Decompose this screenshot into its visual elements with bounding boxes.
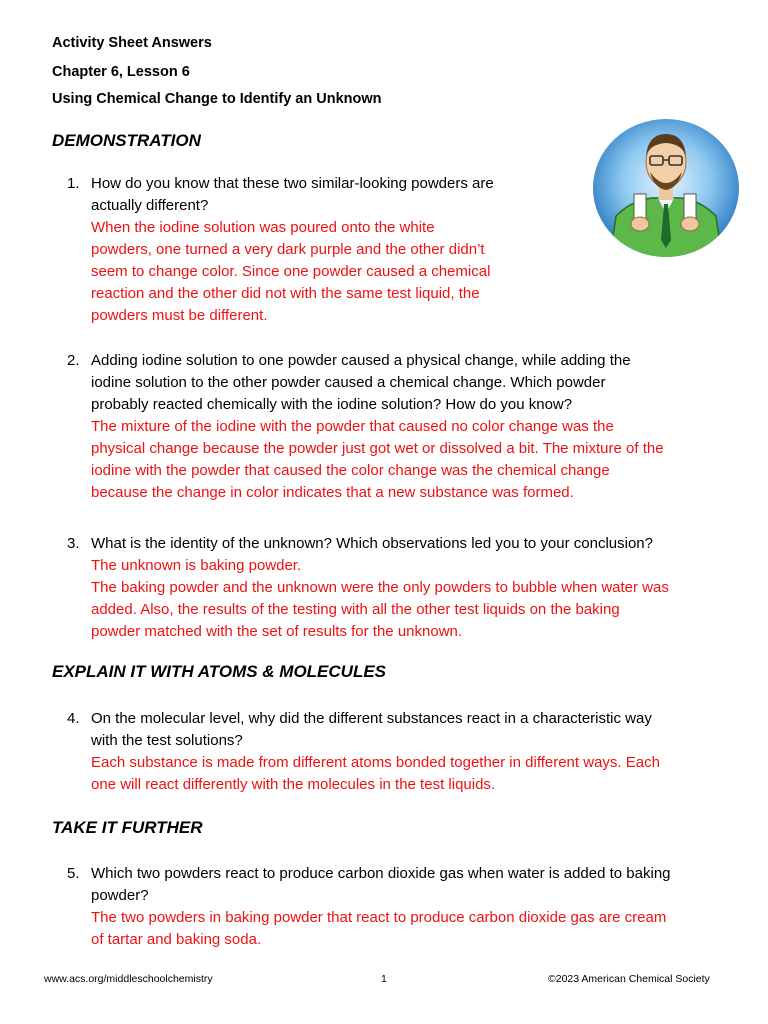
question-1	[67, 173, 494, 327]
scientist-holding-cups-icon	[592, 118, 740, 258]
section-further: TAKE IT FURTHER	[52, 818, 203, 837]
question-5	[67, 863, 671, 951]
question-text: actually different?	[91, 197, 209, 214]
answer-text: seem to change color. Since one powder caused a chemical	[91, 263, 491, 280]
answer-text: powders must be different.	[91, 307, 268, 324]
question-3	[67, 533, 669, 643]
section-demonstration: DEMONSTRATION	[52, 131, 201, 150]
answer-text: physical change because the powder just got wet or dissolved a bit. The mixture of the	[91, 440, 664, 457]
sheet-title: Activity Sheet Answers	[52, 35, 212, 51]
question-text: powder?	[91, 887, 149, 904]
section-explain: EXPLAIN IT WITH ATOMS & MOLECULES	[52, 662, 387, 681]
lesson-title: Using Chemical Change to Identify an Unknown	[52, 91, 382, 107]
question-number: 3.	[67, 535, 80, 552]
answer-text: reaction and the other did not with the same test liquid, the	[91, 285, 480, 302]
answer-text: The mixture of the iodine with the powder that caused no color change was the	[91, 418, 614, 435]
question-number: 1.	[67, 175, 80, 192]
answer-text: powders, one turned a very dark purple and the other didn’t	[91, 241, 485, 258]
answer-text: The two powders in baking powder that react to produce carbon dioxide gas are cream	[91, 909, 667, 926]
question-text: On the molecular level, why did the different substances react in a characteristic way	[91, 710, 652, 727]
question-text: Which two powders react to produce carbon dioxide gas when water is added to baking	[91, 865, 671, 882]
question-number: 4.	[67, 710, 80, 727]
page-number: 1	[381, 973, 387, 985]
question-number: 5.	[67, 865, 80, 882]
answer-text: of tartar and baking soda.	[91, 931, 262, 948]
answer-text: one will react differently with the molecules in the test liquids.	[91, 776, 496, 793]
answer-text: The unknown is baking powder.	[91, 557, 302, 574]
question-text: What is the identity of the unknown? Which observations led you to your conclusion?	[91, 535, 653, 552]
answer-text: because the change in color indicates that a new substance was formed.	[91, 484, 574, 501]
question-text: How do you know that these two similar-looking powders are	[91, 175, 494, 192]
answer-text: powder matched with the set of results for the unknown.	[91, 623, 463, 640]
question-2	[67, 350, 664, 504]
answer-text: added. Also, the results of the testing with all the other test liquids on the baking	[91, 601, 620, 618]
question-text: probably reacted chemically with the iodine solution? How do you know?	[91, 396, 573, 413]
answer-text: Each substance is made from different atoms bonded together in different ways. Each	[91, 754, 660, 771]
question-text: with the test solutions?	[91, 732, 243, 749]
answer-text: iodine with the powder that caused the color change was the chemical change	[91, 462, 610, 479]
question-text: iodine solution to the other powder caused a chemical change. Which powder	[91, 374, 606, 391]
footer-website-link[interactable]: www.acs.org/middleschoolchemistry	[44, 973, 213, 985]
answer-text: When the iodine solution was poured onto the white	[91, 219, 435, 236]
footer-copyright: ©2023 American Chemical Society	[548, 973, 710, 985]
question-text: Adding iodine solution to one powder caused a physical change, while adding the	[91, 352, 631, 369]
answer-text: The baking powder and the unknown were the only powders to bubble when water was	[91, 579, 669, 596]
question-4	[67, 708, 660, 796]
question-number: 2.	[67, 352, 80, 369]
chapter-lesson: Chapter 6, Lesson 6	[52, 64, 190, 80]
